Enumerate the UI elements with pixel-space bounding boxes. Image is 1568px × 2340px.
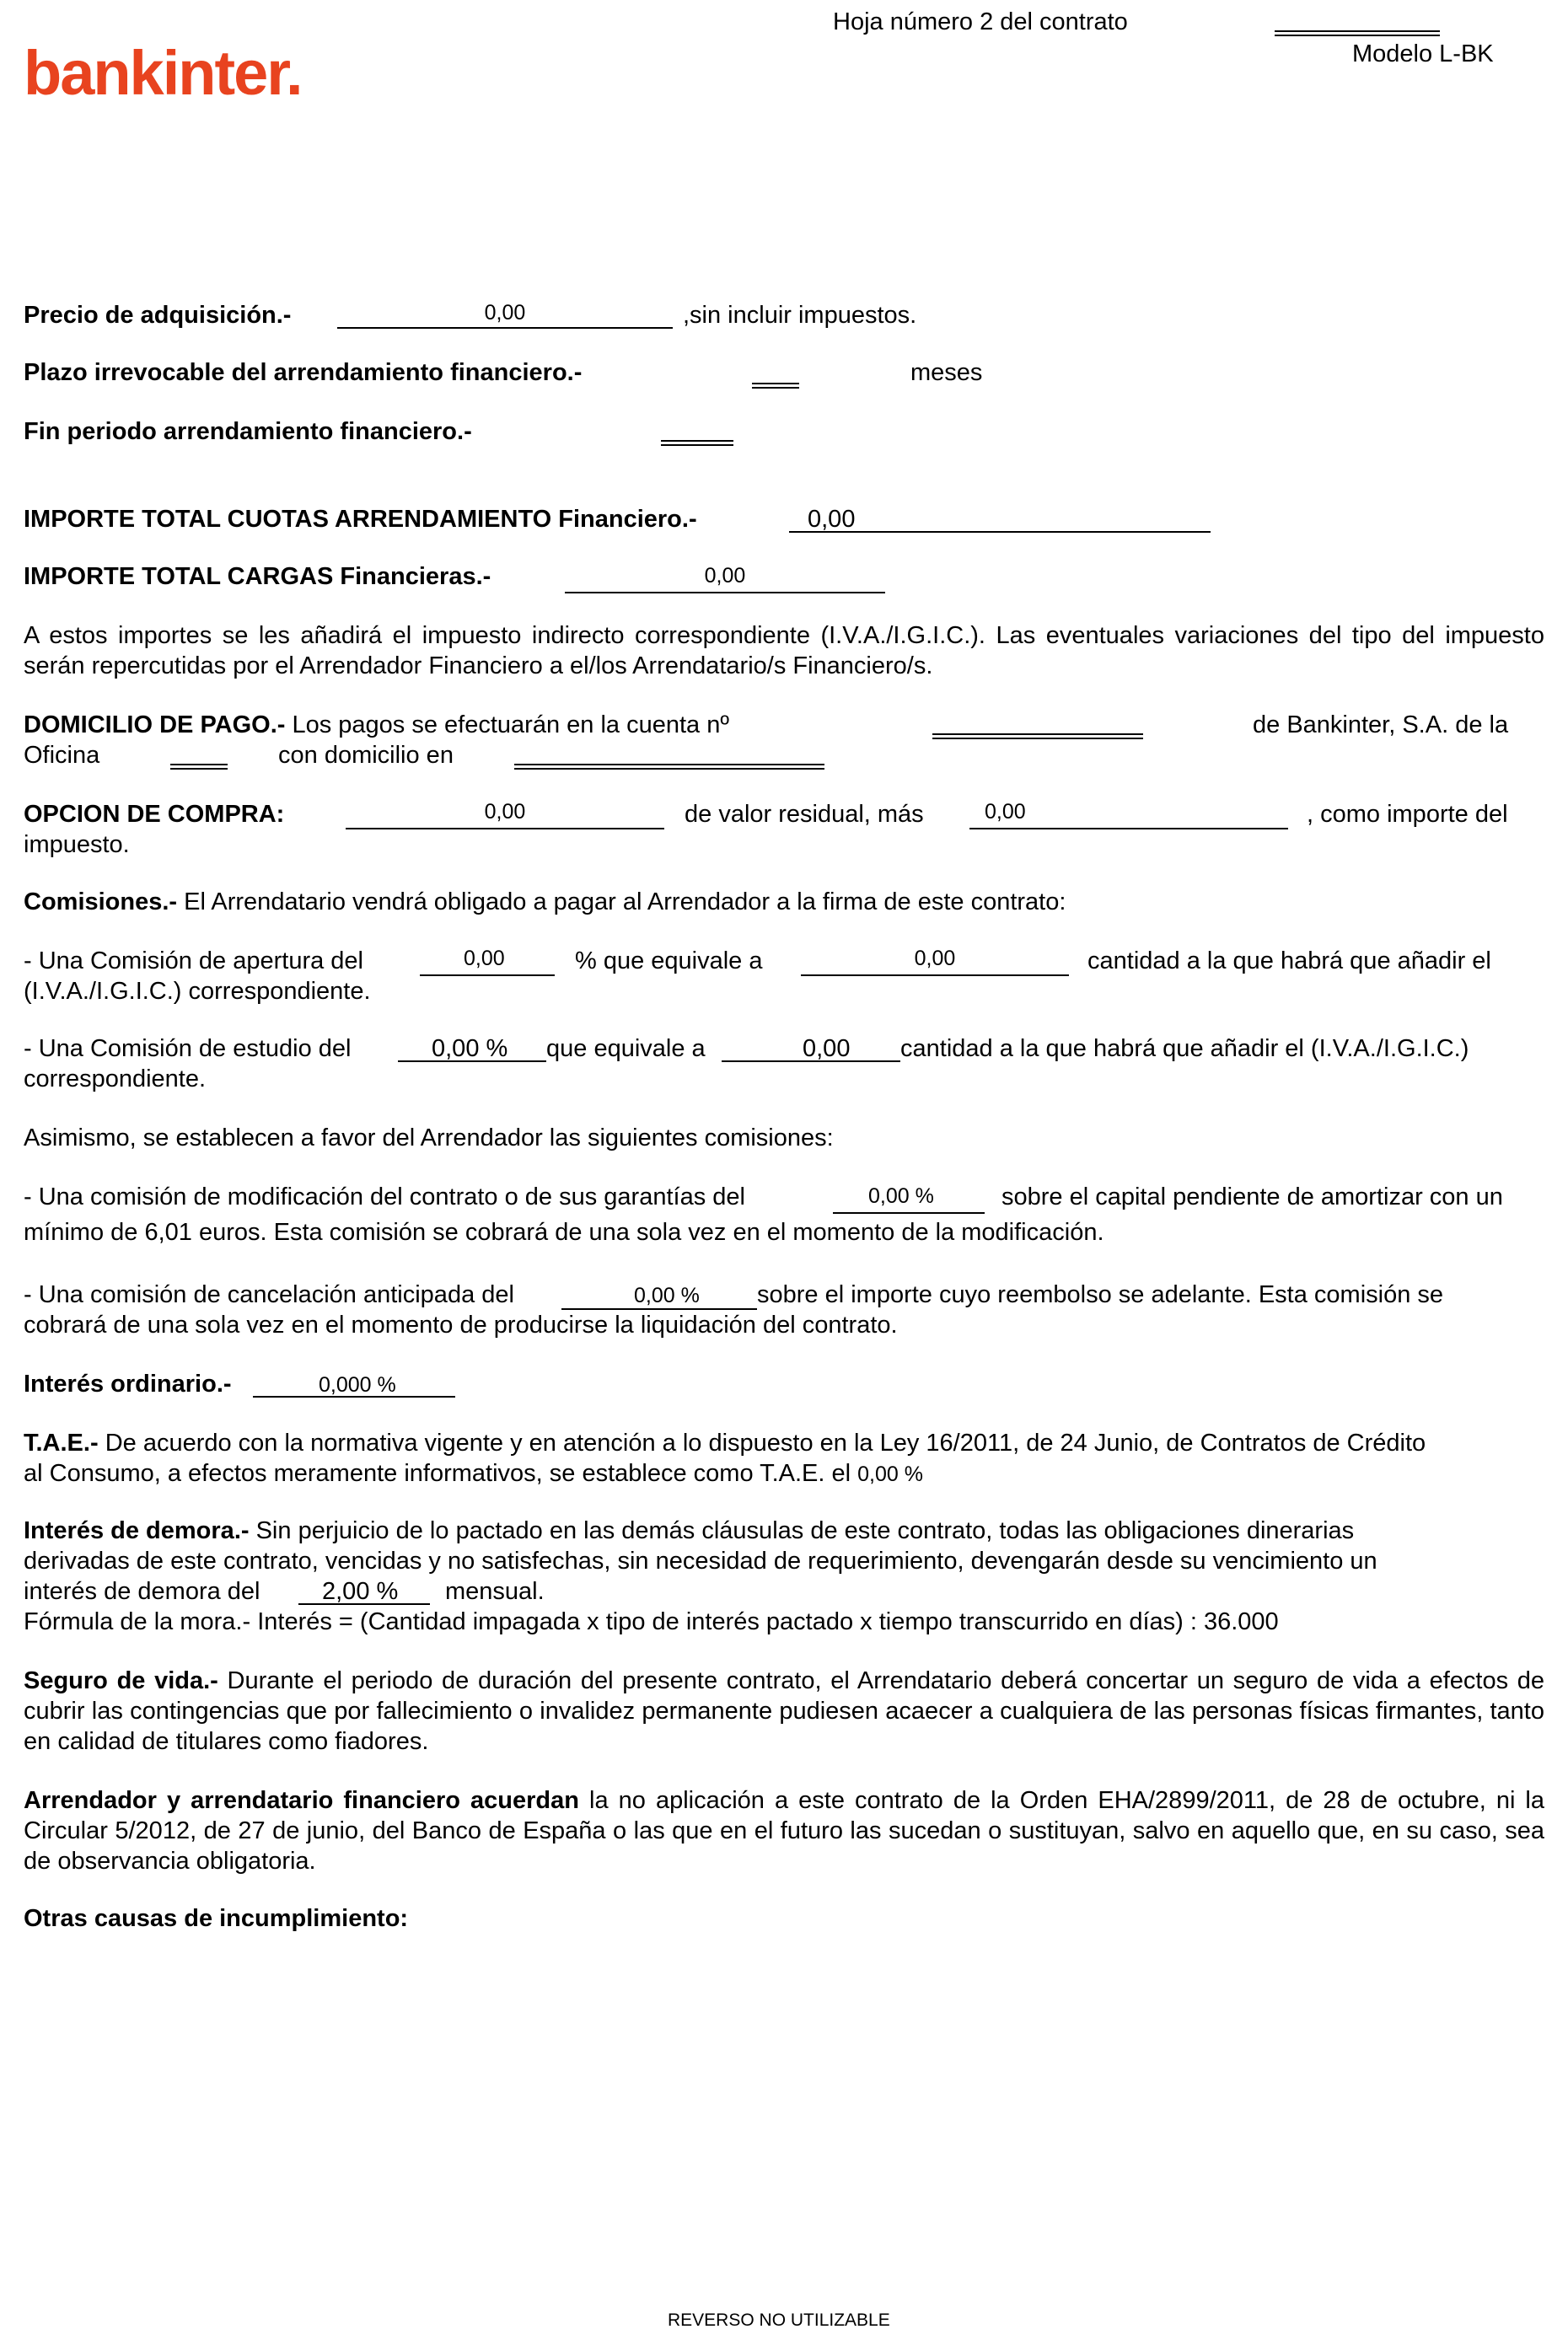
tae-line2-text: al Consumo, a efectos meramente informativos, se establece como T.A.E. el: [24, 1460, 851, 1487]
modif-line2: mínimo de 6,01 euros. Esta comisión se cobrará de una sola vez en el momento de la modificación.: [24, 1219, 1104, 1246]
con-domicilio-label: con domicilio en: [278, 742, 454, 769]
seguro-paragraph: [24, 1666, 1544, 1757]
estudio-end: cantidad a la que habrá que añadir el (I.V.A./I.G.I.C.): [900, 1035, 1469, 1062]
precio-label: Precio de adquisición.-: [24, 302, 292, 329]
plazo-unit: meses: [910, 359, 983, 386]
modif-pct: 0,00 %: [868, 1184, 934, 1208]
tae-text: De acuerdo con la normativa vigente y en atención a lo dispuesto en la Ley 16/2011, de 24 Junio, de Contratos de Crédito: [105, 1430, 1426, 1457]
opcion-value1: 0,00: [484, 800, 526, 824]
interes-label: Interés ordinario.-: [24, 1371, 232, 1398]
estudio-val: 0,00: [803, 1035, 851, 1062]
footer-text: REVERSO NO UTILIZABLE: [668, 2310, 890, 2330]
model-underline: [1275, 30, 1440, 36]
tae-line2: [24, 1458, 923, 1489]
fin-periodo-label: Fin periodo arrendamiento financiero.-: [24, 418, 472, 445]
opcion-line2: impuesto.: [24, 831, 130, 858]
interes-value: 0,000 %: [319, 1373, 396, 1397]
asimismo-text: Asimismo, se establecen a favor del Arrendador las siguientes comisiones:: [24, 1124, 834, 1151]
demora-label: Interés de demora.-: [24, 1517, 250, 1544]
importe-cargas-label: IMPORTE TOTAL CARGAS Financieras.-: [24, 563, 491, 590]
apertura-val: 0,00: [914, 947, 956, 970]
account-field[interactable]: [932, 733, 1143, 739]
acuerdo-label: Arrendador y arrendatario financiero acuerdan: [24, 1787, 579, 1814]
acuerdo-paragraph: [24, 1785, 1544, 1876]
importe-cuotas-value: 0,00: [808, 506, 856, 533]
cancel-pct: 0,00 %: [634, 1284, 700, 1307]
cancel-pre: - Una comisión de cancelación anticipada del: [24, 1281, 514, 1308]
comisiones-line: [24, 887, 1066, 917]
precio-suffix: ,sin incluir impuestos.: [683, 302, 917, 329]
apertura-pre: - Una Comisión de apertura del: [24, 947, 363, 974]
cancel-line2: cobrará de una sola vez en el momento de producirse la liquidación del contrato.: [24, 1312, 898, 1339]
domicilio-field[interactable]: [514, 764, 824, 770]
seguro-text: Durante el periodo de duración del presente contrato, el Arrendatario deberá concertar un seguro de vida a efectos de cubrir las contingencias que por fallecimiento o invalidez permanente pudiesen acaecer a cualquiera de las personas físicas firmantes, tanto en calidad de titulares como fiadores.: [24, 1667, 1544, 1755]
seguro-label: Seguro de vida.-: [24, 1667, 218, 1694]
demora-line3-pre: interés de demora del: [24, 1578, 260, 1605]
importe-cuotas-label: IMPORTE TOTAL CUOTAS ARRENDAMIENTO Financiero.-: [24, 506, 697, 533]
apertura-line2: (I.V.A./I.G.I.C.) correspondiente.: [24, 978, 371, 1005]
opcion-value2: 0,00: [985, 800, 1026, 824]
plazo-label: Plazo irrevocable del arrendamiento financiero.-: [24, 359, 583, 386]
tae-label: T.A.E.-: [24, 1430, 99, 1457]
domicilio-line: [24, 710, 729, 740]
demora-line2: derivadas de este contrato, vencidas y no satisfechas, sin necesidad de requerimiento, devengarán desde su vencimiento un: [24, 1548, 1377, 1575]
model-label: Modelo L-BK: [1352, 40, 1494, 67]
importe-cargas-value: 0,00: [704, 564, 746, 588]
estudio-mid: que equivale a: [546, 1035, 706, 1062]
estudio-line2: correspondiente.: [24, 1065, 207, 1092]
tae-value: 0,00 %: [857, 1462, 923, 1486]
estudio-pct: 0,00 %: [432, 1035, 508, 1062]
opcion-end: , como importe del: [1307, 801, 1508, 828]
oficina-label: Oficina: [24, 742, 100, 769]
modif-pre: - Una comisión de modificación del contrato o de sus garantías del: [24, 1183, 745, 1210]
modif-end: sobre el capital pendiente de amortizar con un: [1001, 1183, 1503, 1210]
demora-text: Sin perjuicio de lo pactado en las demás cláusulas de este contrato, todas las obligaciones dinerarias: [255, 1517, 1355, 1544]
demora-line3-end: mensual.: [445, 1578, 545, 1605]
otras-label: Otras causas de incumplimiento:: [24, 1905, 409, 1932]
demora-value: 2,00 %: [322, 1578, 399, 1605]
comisiones-text: El Arrendatario vendrá obligado a pagar al Arrendador a la firma de este contrato:: [184, 888, 1066, 915]
bankinter-logo: bankinter.: [24, 38, 302, 108]
precio-value: 0,00: [484, 301, 526, 325]
opcion-label: OPCION DE COMPRA:: [24, 801, 285, 828]
apertura-pct: 0,00: [464, 947, 505, 970]
plazo-field[interactable]: [752, 383, 799, 389]
demora-formula: Fórmula de la mora.- Interés = (Cantidad impagada x tipo de interés pactado x tiempo transcurrido en días) : 36.000: [24, 1608, 1279, 1635]
apertura-end: cantidad a la que habrá que añadir el: [1087, 947, 1491, 974]
bank-text: de Bankinter, S.A. de la: [1253, 711, 1509, 738]
acuerdo-text: la no aplicación a este contrato de la Orden EHA/2899/2011, de 28 de octubre, ni la Circular 5/2012, de 27 de junio, del Banco de España o las que en el futuro las sucedan o sustituyan, salvo en aquello que, en su caso, sea de observancia obligatoria.: [24, 1787, 1545, 1875]
impuesto-paragraph: A estos importes se les añadirá el impuesto indirecto correspondiente (I.V.A./I.G.I.C.). Las eventuales variaciones del tipo del impuesto serán repercutidas por el Arrendador Financiero a el/los Arrendatario/s Financiero/s.: [24, 622, 1544, 679]
fin-periodo-field[interactable]: [661, 440, 733, 446]
domicilio-label: DOMICILIO DE PAGO.-: [24, 711, 286, 738]
comisiones-label: Comisiones.-: [24, 888, 178, 915]
demora-line1: [24, 1516, 1354, 1546]
tae-line1: [24, 1428, 1426, 1458]
oficina-field[interactable]: [170, 764, 228, 770]
domicilio-text: Los pagos se efectuarán en la cuenta nº: [292, 711, 729, 738]
opcion-mid: de valor residual, más: [685, 801, 924, 828]
estudio-pre: - Una Comisión de estudio del: [24, 1035, 352, 1062]
apertura-mid: % que equivale a: [575, 947, 763, 974]
sheet-number-label: Hoja número 2 del contrato: [833, 8, 1128, 35]
cancel-end: sobre el importe cuyo reembolso se adelante. Esta comisión se: [757, 1281, 1444, 1308]
